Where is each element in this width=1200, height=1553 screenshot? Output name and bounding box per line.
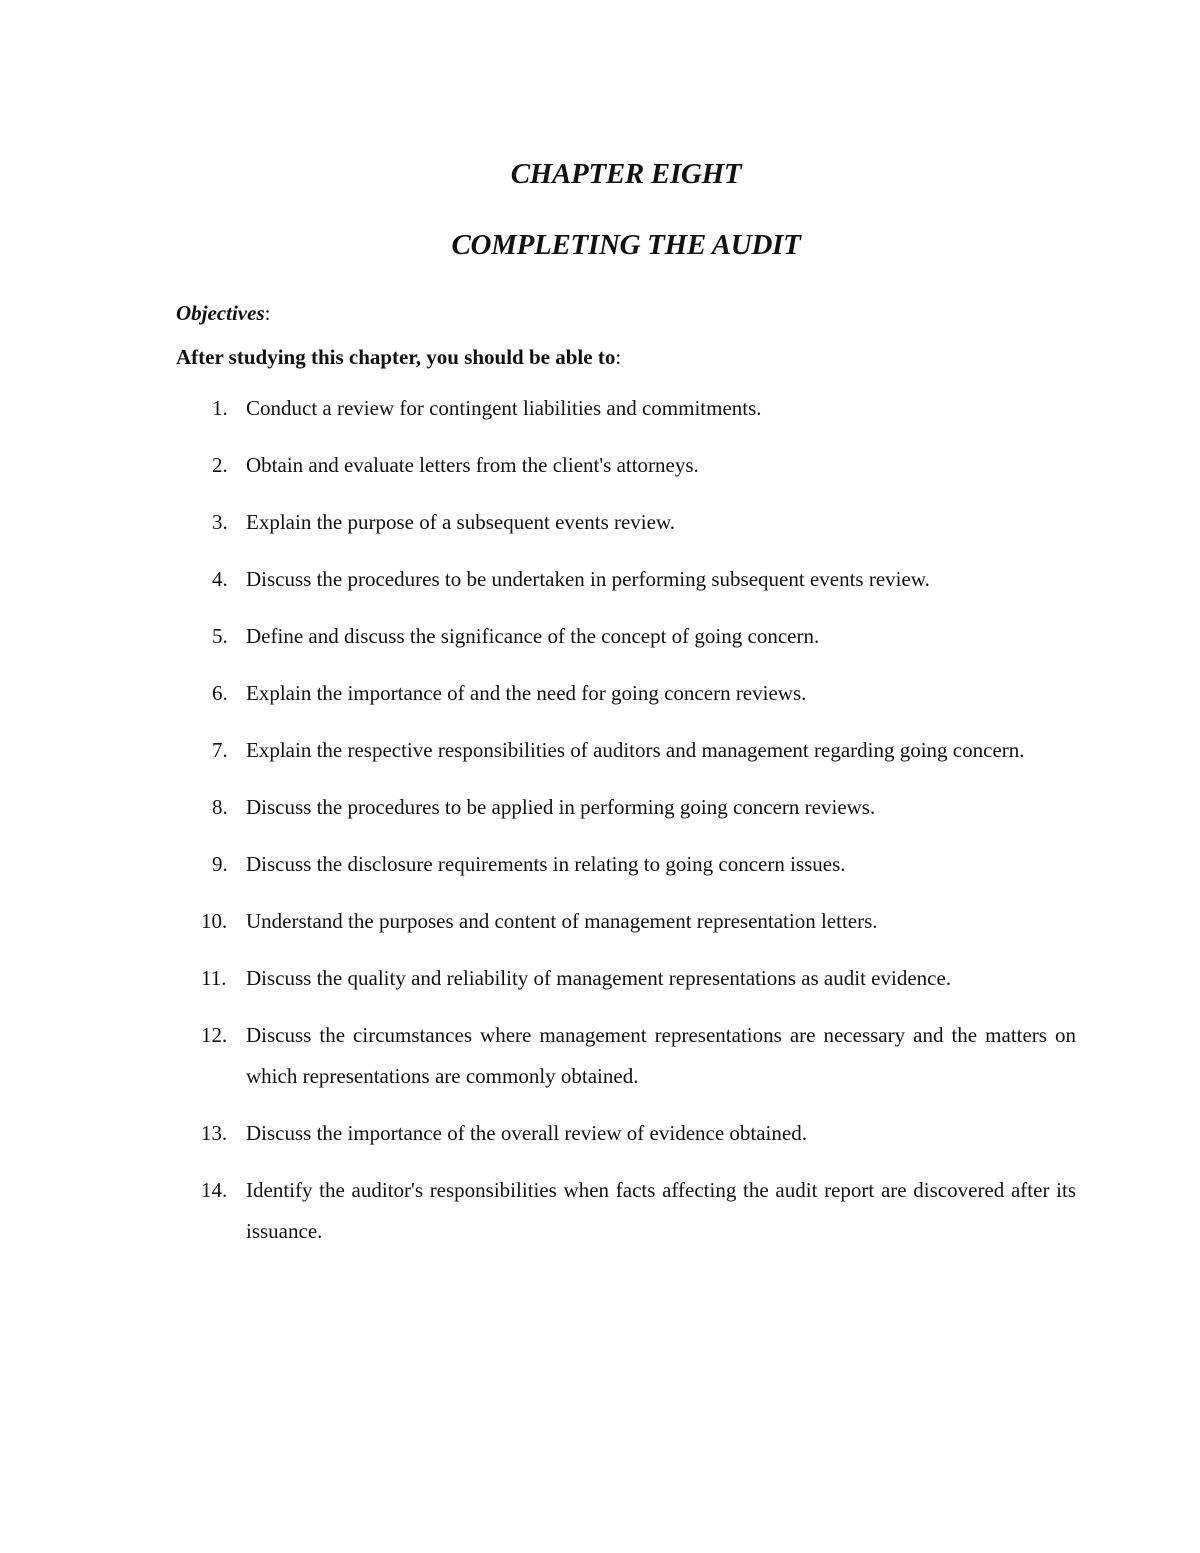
item-number: 2. [212,453,228,477]
item-text: Discuss the disclosure requirements in relating to going concern issues. [246,852,846,876]
objectives-list [176,388,1076,1268]
item-text: Discuss the quality and reliability of management representations as audit evidence. [246,966,952,990]
item-number: 6. [212,681,228,705]
item-text: Explain the respective responsibilities of auditors and management regarding going concern. [246,738,1025,762]
item-number: 12. [201,1023,228,1047]
list-item [176,1113,1076,1154]
chapter-title: CHAPTER EIGHT [510,158,742,190]
item-number: 3. [212,510,228,534]
objectives-label: Objectives [176,301,265,325]
item-number: 7. [212,738,228,762]
item-text: Explain the purpose of a subsequent events review. [246,510,676,534]
item-text: Explain the importance of and the need for going concern reviews. [246,681,807,705]
list-item [176,901,1076,942]
chapter-subtitle: COMPLETING THE AUDIT [451,229,801,261]
item-text: Obtain and evaluate letters from the client's attorneys. [246,453,699,477]
intro-colon: : [615,345,622,369]
list-item [176,787,1076,828]
item-text: Discuss the importance of the overall review of evidence obtained. [246,1121,807,1145]
intro-label: After studying this chapter, you should be able to [176,345,616,369]
item-text: Define and discuss the significance of the concept of going concern. [246,624,820,648]
item-number: 9. [212,852,228,876]
list-item [176,1015,1076,1097]
item-number: 1. [212,396,228,420]
item-number: 10. [201,909,228,933]
item-text: Conduct a review for contingent liabilities and commitments. [246,396,762,420]
objectives-colon: : [264,301,271,325]
item-number: 4. [212,567,228,591]
list-item [176,616,1076,657]
item-number: 13. [201,1121,228,1145]
item-text: Identify the auditor's responsibilities when facts affecting the audit report are discovered after its issuance. [246,1178,1076,1243]
list-item [176,673,1076,714]
item-text: Discuss the circumstances where management representations are necessary and the matters on which representations are commonly obtained. [246,1023,1076,1088]
item-number: 11. [201,966,227,990]
list-item [176,730,1076,771]
item-text: Understand the purposes and content of management representation letters. [246,909,878,933]
list-item [176,388,1076,429]
item-number: 14. [201,1178,228,1202]
item-number: 5. [212,624,228,648]
list-item [176,502,1076,543]
item-text: Discuss the procedures to be undertaken in performing subsequent events review. [246,567,930,591]
item-text: Discuss the procedures to be applied in performing going concern reviews. [246,795,876,819]
list-item [176,445,1076,486]
objectives-heading [176,301,270,326]
item-number: 8. [212,795,228,819]
list-item [176,1170,1076,1252]
list-item [176,958,1076,999]
list-item [176,559,1076,600]
intro-sentence [176,345,621,370]
list-item [176,844,1076,885]
